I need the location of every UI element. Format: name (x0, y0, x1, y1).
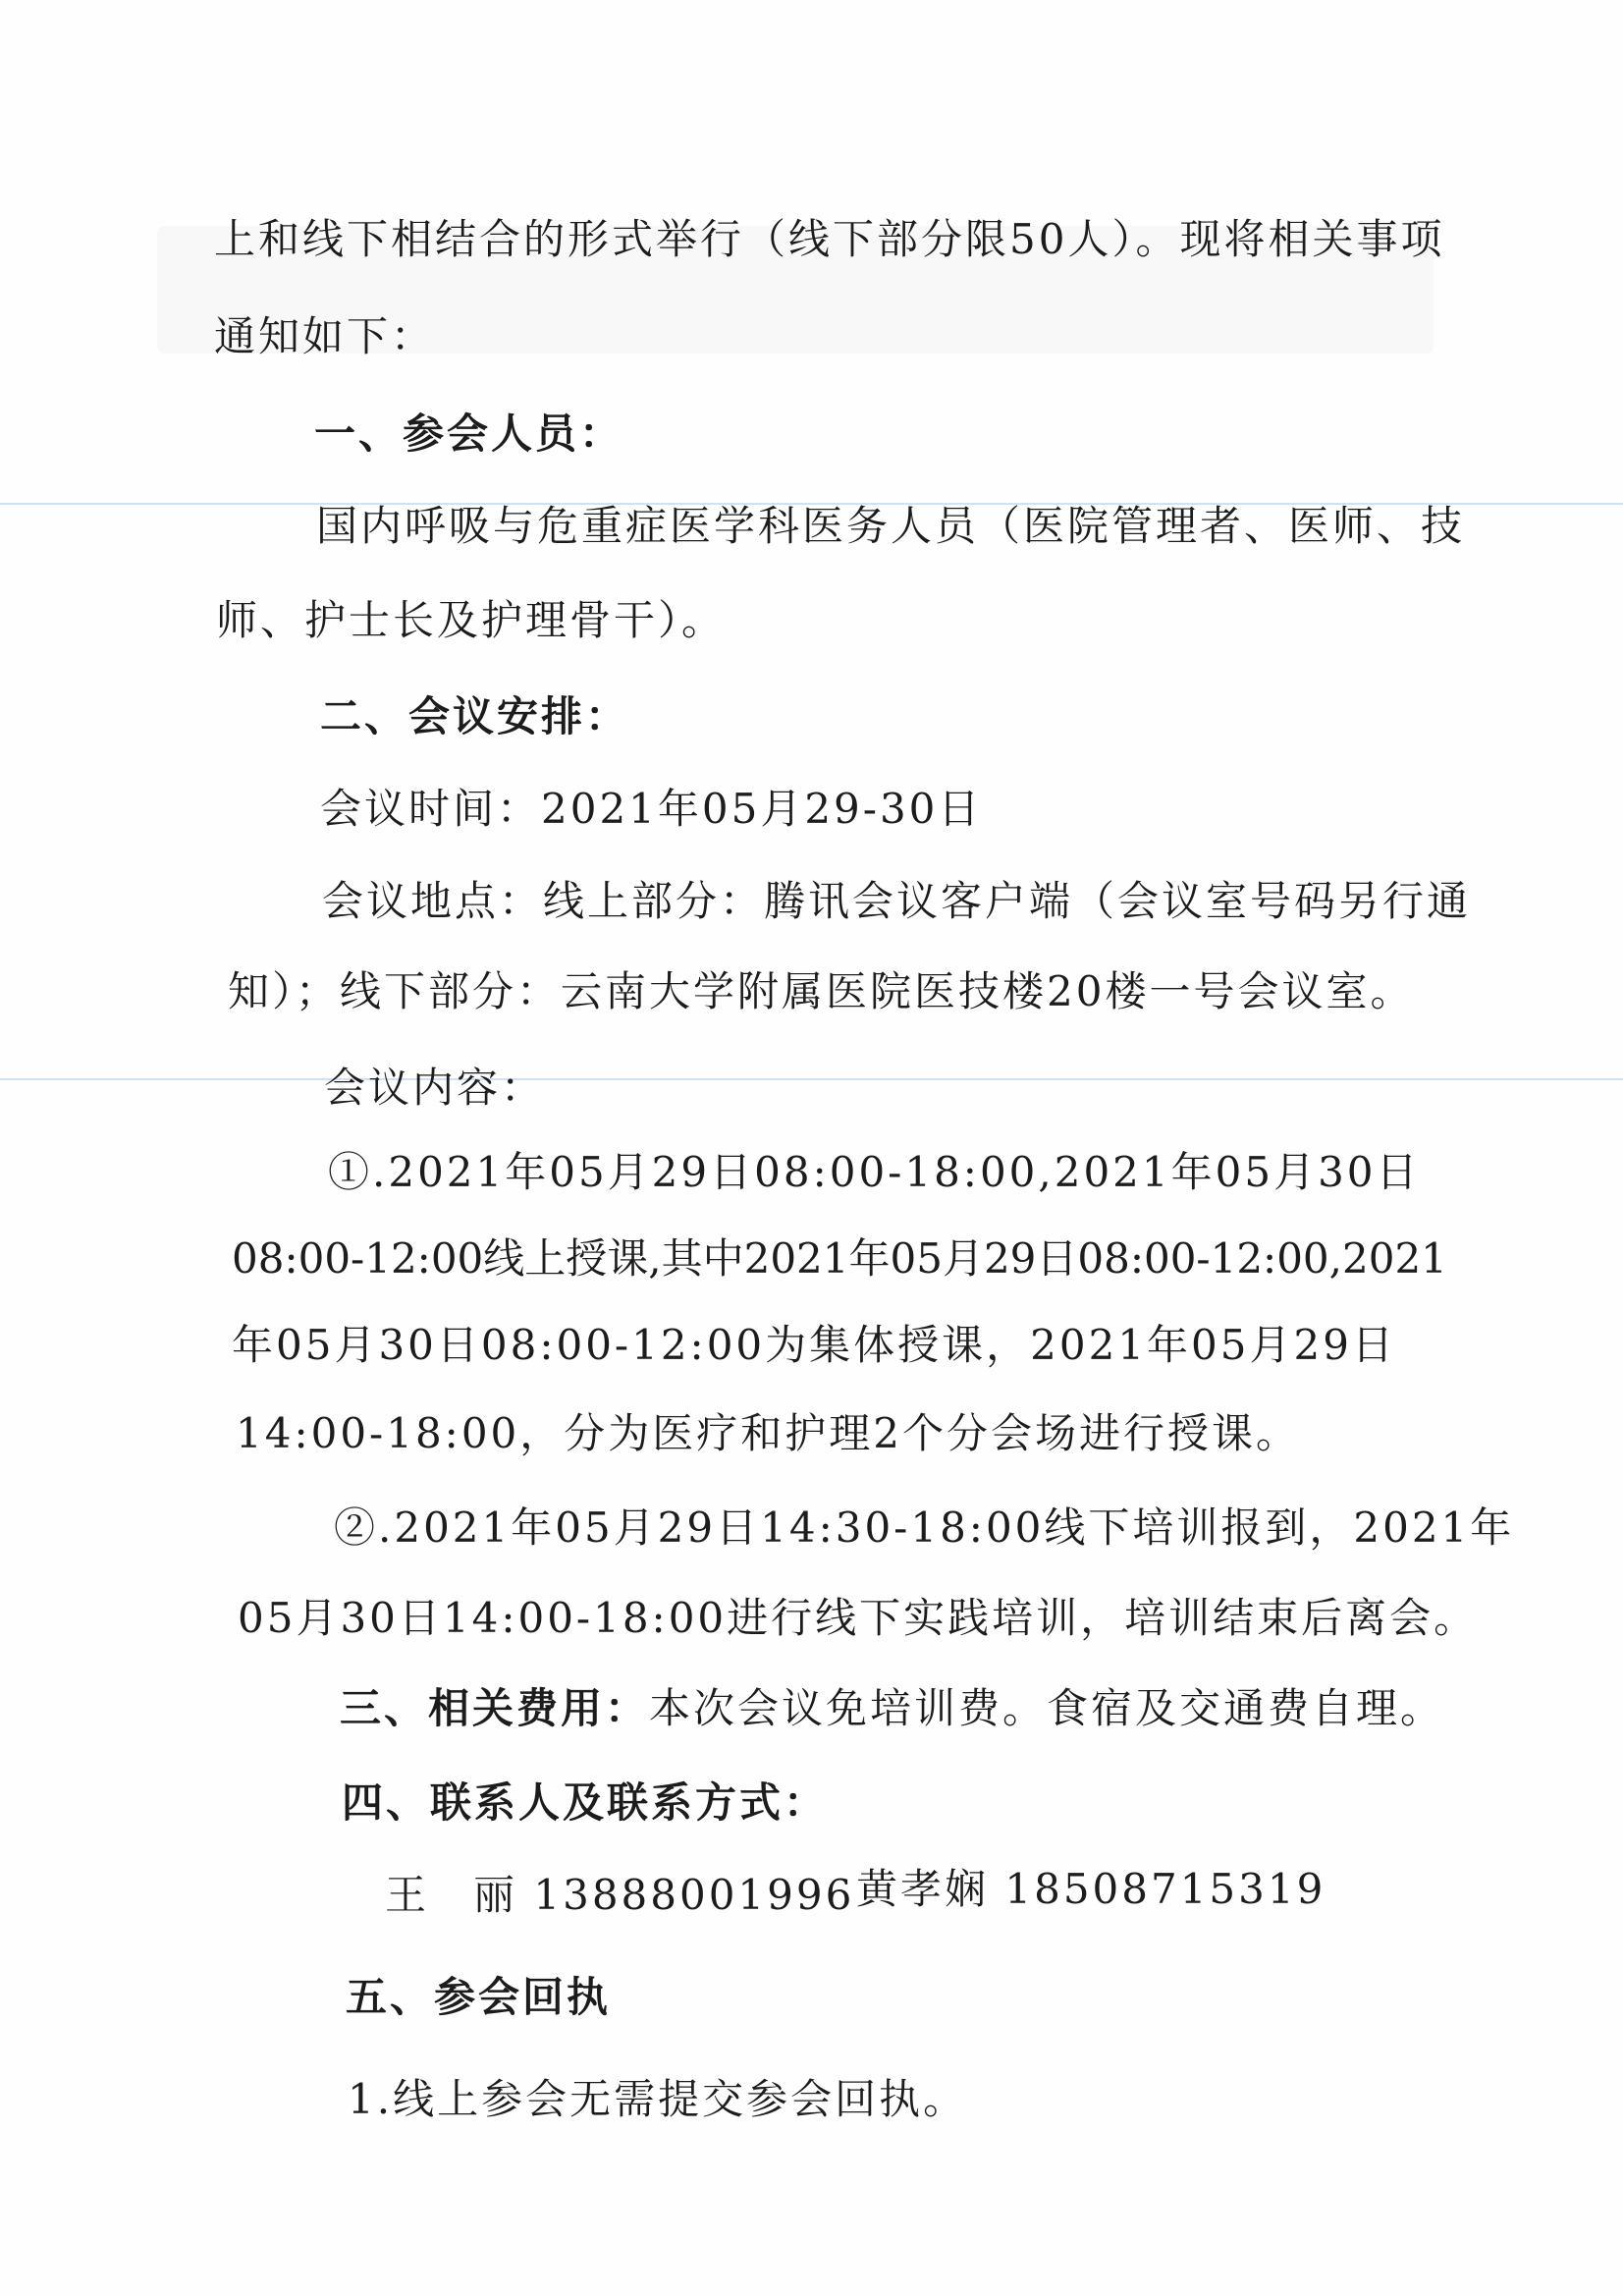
paragraph-line: 05月30日14:00-18:00进行线下实践培训，培训结束后离会。 (238, 1594, 1479, 1642)
paragraph-line: 师、护士长及护理骨干）。 (216, 596, 727, 644)
fees-text: 本次会议免培训费。食宿及交通费自理。 (649, 1684, 1445, 1732)
contact-name: 黄孝娴 (856, 1865, 990, 1913)
section-heading-receipt: 五、参会回执 (346, 1973, 612, 2021)
content-item-2: ②.2021年05月29日14:30-18:00线下培训报到，2021年 (334, 1503, 1515, 1552)
contact-entry (385, 1868, 854, 1923)
paragraph-line: 通知如下： (214, 312, 436, 360)
paragraph-line: 知）；线下部分：云南大学附属医院医技楼20楼一号会议室。 (228, 967, 1415, 1015)
section-heading-contacts: 四、联系人及联系方式： (342, 1778, 829, 1827)
meeting-location: 会议地点：线上部分：腾讯会议客户端（会议室号码另行通 (322, 877, 1472, 925)
fees-label: 三、相关费用： (340, 1684, 650, 1732)
paragraph-line: 14:00-18:00，分为医疗和护理2个分会场进行授课。 (236, 1409, 1300, 1457)
contact-entry (856, 1862, 1325, 1917)
fees-line (340, 1681, 1444, 1736)
contact-phone: 13888001996 (533, 1871, 855, 1919)
receipt-item-1: 1.线上参会无需提交参会回执。 (348, 2075, 968, 2123)
section-heading-arrangement: 二、会议安排： (320, 692, 630, 740)
contact-phone: 18508715319 (1004, 1865, 1326, 1913)
contact-name: 王 丽 (385, 1871, 518, 1919)
content-item-1: ①.2021年05月29日08:00-18:00,2021年05月30日 (328, 1148, 1421, 1196)
scan-artifact-line (0, 1078, 1623, 1080)
paragraph-line: 年05月30日08:00-12:00为集体授课，2021年05月29日 (232, 1321, 1396, 1369)
paragraph-line: 08:00-12:00线上授课,其中2021年05月29日08:00-12:00,2021 (232, 1234, 1447, 1283)
section-heading-attendees: 一、参会人员： (314, 410, 624, 458)
meeting-time: 会议时间：2021年05月29-30日 (320, 785, 983, 833)
paragraph-line: 国内呼吸与危重症医学科医务人员（医院管理者、医师、技 (316, 502, 1466, 550)
paragraph-line: 上和线下相结合的形式举行（线下部分限50人）。现将相关事项 (214, 215, 1445, 263)
meeting-content-label: 会议内容： (324, 1064, 546, 1112)
